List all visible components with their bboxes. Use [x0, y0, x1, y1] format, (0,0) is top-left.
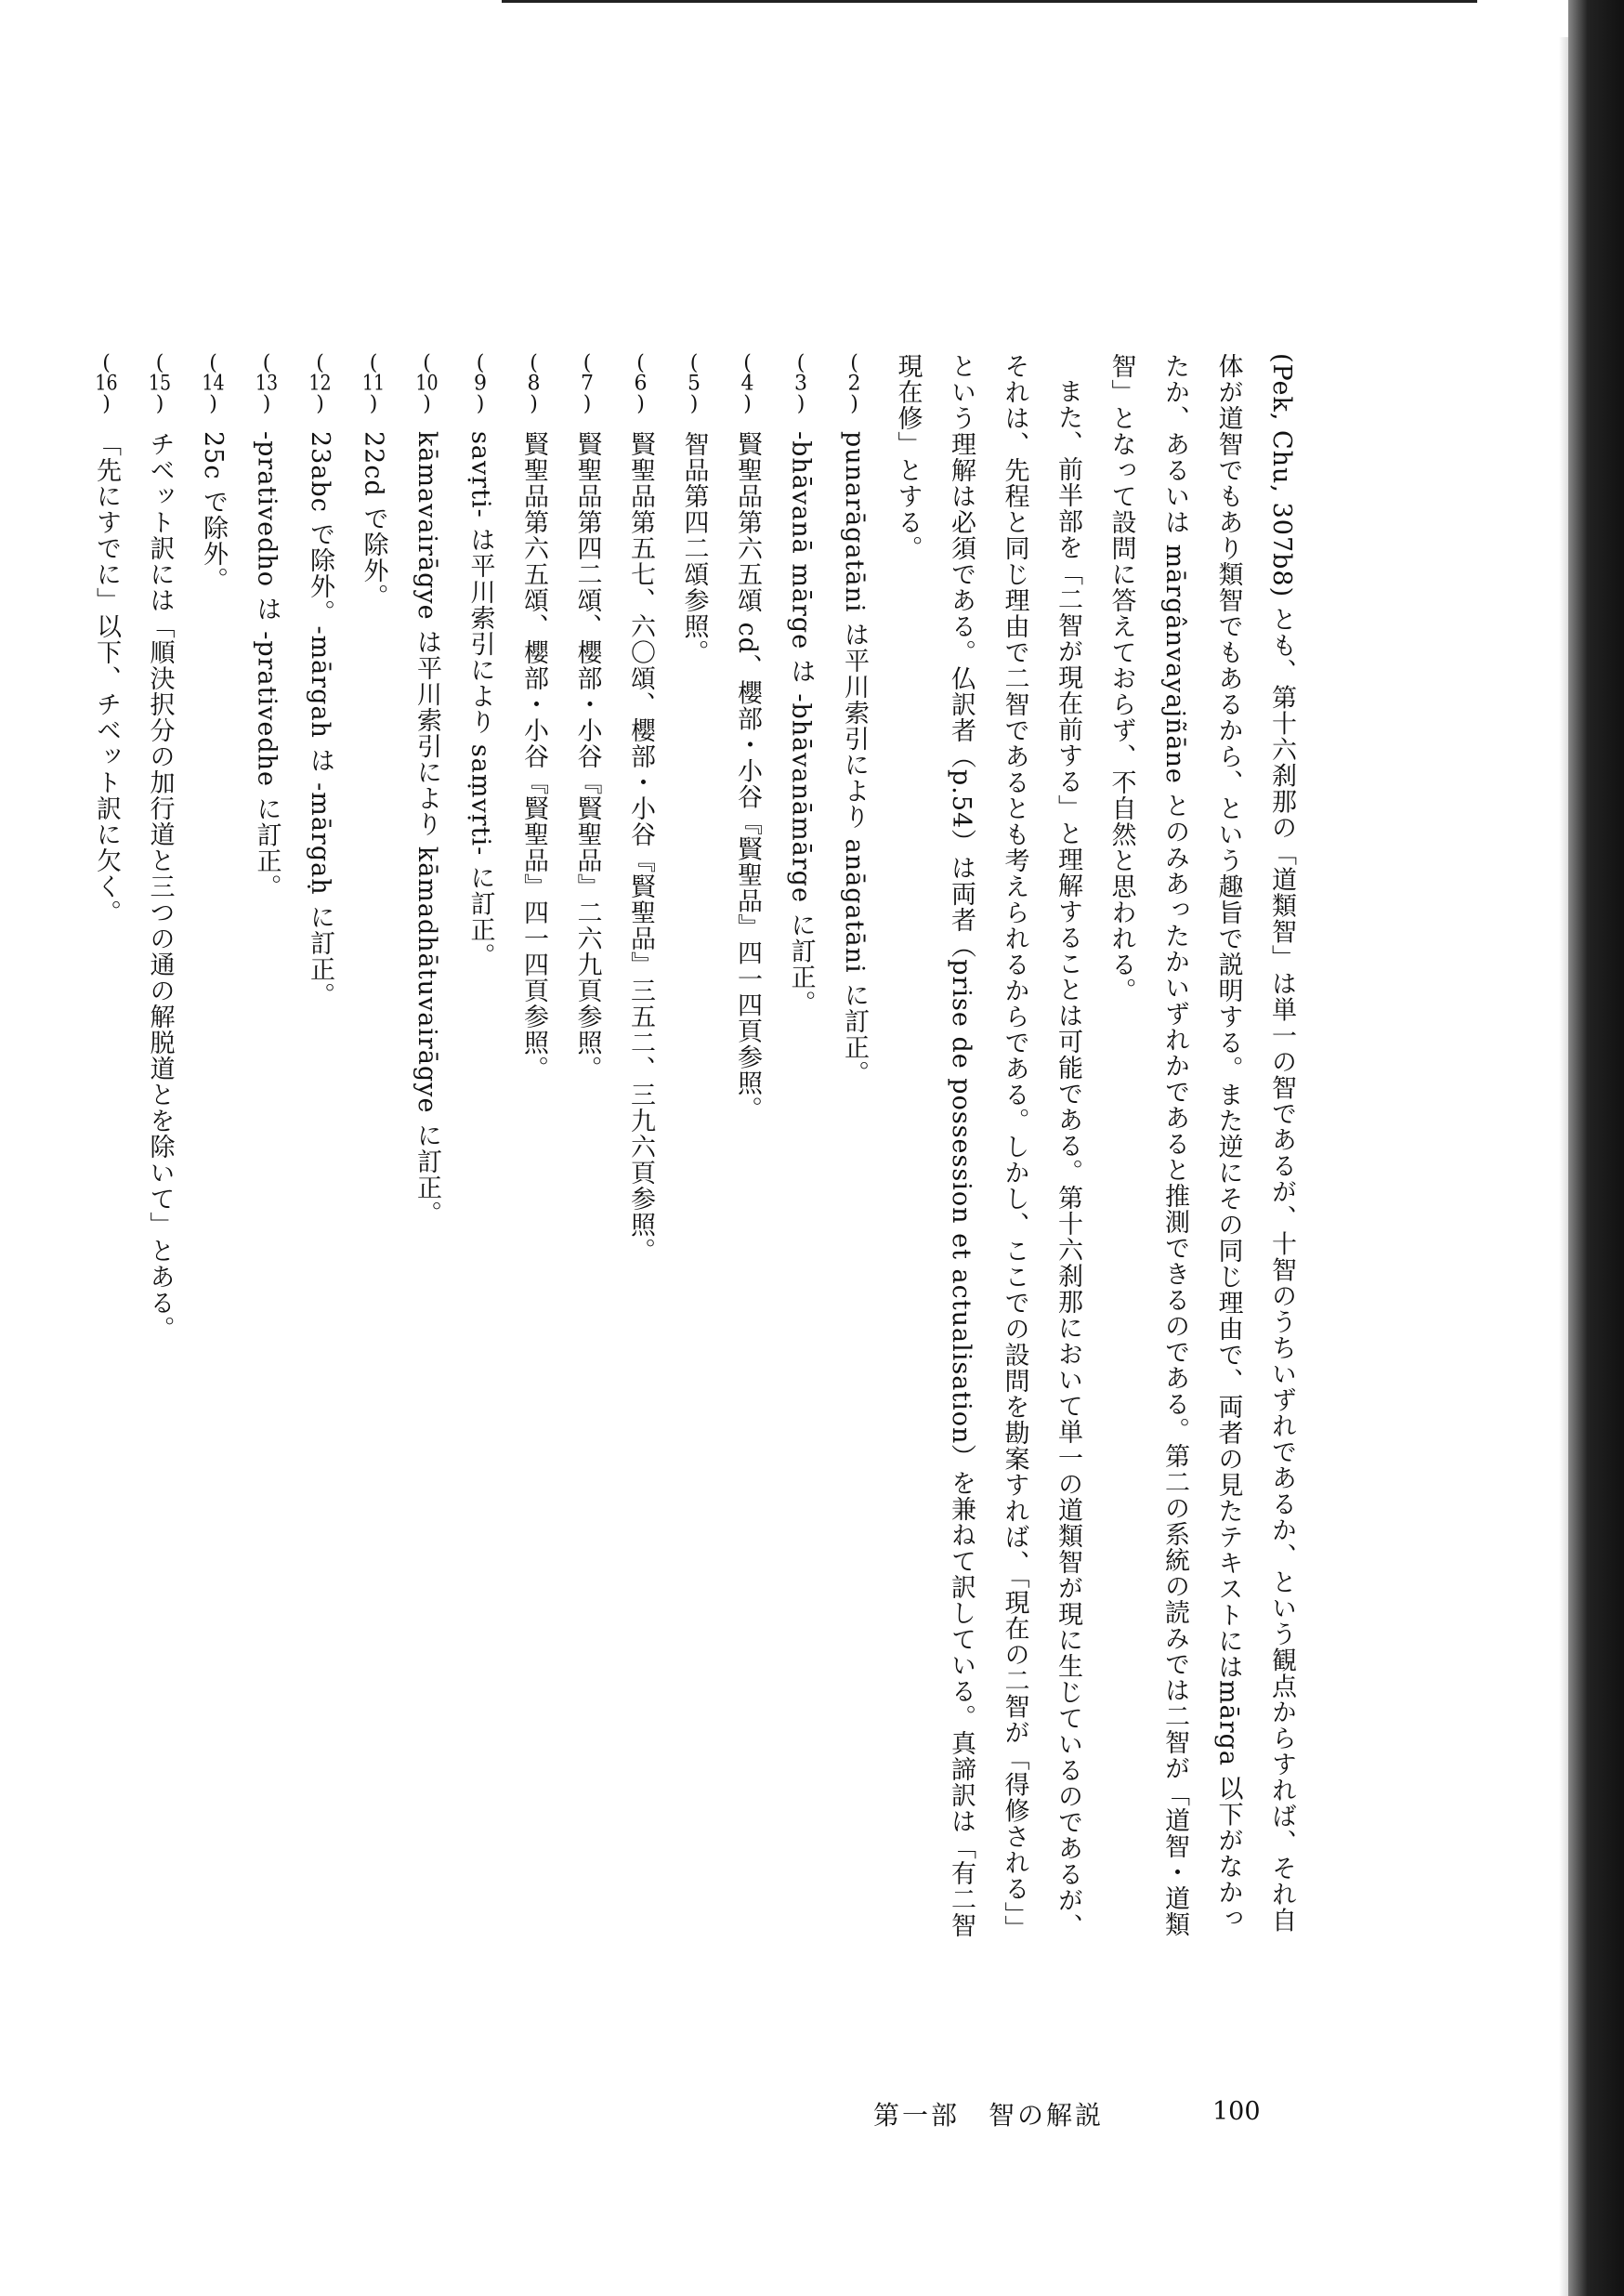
note-number: ( 16 )	[80, 353, 134, 414]
endnotes	[80, 353, 882, 1951]
note-text: -bhāvanā mārge は -bhāvanāmārge に訂正。	[786, 431, 816, 1017]
note-number: ( 2 )	[828, 353, 882, 414]
note-3	[774, 353, 828, 1951]
note-2	[828, 353, 882, 1951]
note-text: 22cd で除外。	[359, 431, 388, 610]
note-text: 賢聖品第五七、六〇頌、櫻部・小谷『賢聖品』三五二、三九六頁参照。	[626, 431, 655, 1264]
scan-edge-shadow	[1559, 37, 1568, 2296]
note-text: 「先にすでに」以下、チベット訳に欠く。	[92, 431, 121, 925]
running-head: 第一部 智の解説	[873, 2100, 1105, 2131]
note-text: savṛti- は平川索引により saṃvṛti- に訂正。	[465, 431, 495, 969]
note-text: punarāgatāni は平川索引により anāgatāni に訂正。	[840, 431, 869, 1087]
note-number: ( 6 )	[614, 353, 668, 414]
body-paragraph-1: (Pek, Chu, 307b8) とも、第十六刹那の「道類智」は単一の智であるが、十智のうちいずれであるか、という観点からすれば、それ自体が道智でもあり類智でもあるから、という趣旨で説明する。また逆にその同じ理由で、両者の見たテキストにはmārga 以下がなかったか、あるいは mārgânvayajñāne とのみあったかいずれかであると推測できるのである。第二の系統の読みでは二智が「道智・道類智」となって設問に答えておらず、不自然と思われる。	[1107, 353, 1296, 1938]
page-number: 100	[1212, 2097, 1261, 2126]
note-number: ( 11 )	[347, 353, 400, 414]
note-8	[507, 353, 561, 1951]
body-paragraph-2: また、前半部を「二智が現在前する」と理解することは可能である。第十六刹那において単一の道類智が現に生じているのであるが、それは、先程と同じ理由で二智であるとも考えられるからである。しかし、ここでの設問を勘案すれば、「現在の二智が「得修される」」という理解は必須である。仏訳者（p.54）は両者（prise de possession et actualisation）を兼ねて訳している。真諦訳は「有二智現在修」とする。	[893, 353, 1082, 1941]
scan-edge-top	[502, 0, 1477, 3]
note-7	[560, 353, 614, 1951]
note-5	[667, 353, 721, 1951]
note-15	[133, 353, 187, 1951]
note-14	[187, 353, 241, 1951]
note-number: ( 8 )	[507, 353, 561, 414]
note-number: ( 5 )	[667, 353, 721, 414]
scan-edge-right	[1568, 0, 1624, 2296]
note-text: -prativedho は -prativedhe に訂正。	[252, 431, 282, 900]
note-number: ( 9 )	[453, 353, 507, 414]
note-text: チベット訳には「順決択分の加行道と三つの通の解脱道とを除いて」とある。	[145, 431, 175, 1342]
note-13	[240, 353, 294, 1951]
note-text: 25c で除外。	[199, 431, 228, 594]
note-text: 23abc で除外。-mārgah は -mārgaḥ に訂正。	[306, 431, 334, 1009]
note-number: ( 4 )	[721, 353, 775, 414]
note-11	[347, 353, 400, 1951]
vertical-text-block	[80, 353, 1309, 1951]
note-10	[400, 353, 454, 1951]
note-number: ( 3 )	[774, 353, 828, 414]
note-text: 賢聖品第六五頌、櫻部・小谷『賢聖品』四一四頁参照。	[519, 431, 548, 1082]
note-text: 智品第四二頌参照。	[679, 431, 709, 665]
note-number: ( 15 )	[133, 353, 187, 414]
note-text: 賢聖品第六五頌 cd、櫻部・小谷『賢聖品』四一四頁参照。	[733, 431, 762, 1122]
note-number: ( 14 )	[187, 353, 241, 414]
note-12	[294, 353, 347, 1951]
note-number: ( 13 )	[240, 353, 294, 414]
note-number: ( 10 )	[400, 353, 454, 414]
note-text: 賢聖品第四二頌、櫻部・小谷『賢聖品』二六九頁参照。	[572, 431, 602, 1082]
note-9	[453, 353, 507, 1951]
note-number: ( 7 )	[560, 353, 614, 414]
note-4	[721, 353, 775, 1951]
note-16	[80, 353, 134, 1951]
note-number: ( 12 )	[294, 353, 347, 414]
note-text: kāmavairāgye は平川索引により kāmadhātuvairāgye に訂正。	[413, 431, 441, 1227]
note-6	[614, 353, 668, 1951]
